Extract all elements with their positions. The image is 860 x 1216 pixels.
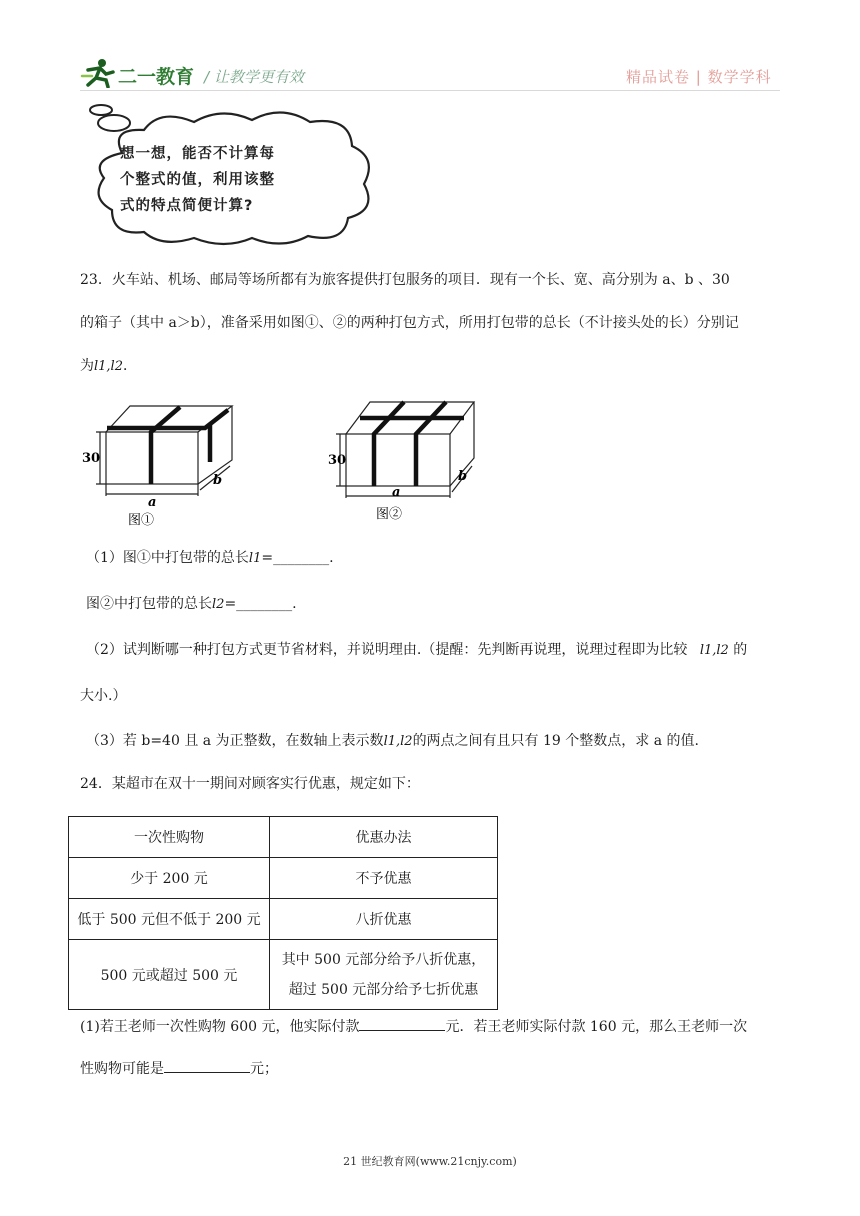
part1a-suffix: =________. (261, 550, 334, 566)
fig2-a-label: a (392, 485, 401, 500)
fig1-a-label: a (148, 495, 157, 510)
q23-line3-prefix: 为 (80, 358, 94, 374)
figure-2-box-diagram (326, 394, 486, 526)
table-cell: 少于 200 元 (69, 858, 270, 899)
part1b-prefix: 图②中打包带的总长 (86, 596, 212, 612)
q24-part1-line2 (80, 1058, 278, 1079)
part3-prefix: （3）若 b=40 且 a 为正整数，在数轴上表示数 (86, 733, 384, 749)
discount-table (68, 816, 498, 1010)
fig2-height-label: 30 (328, 453, 347, 468)
fig2-b-label: b (458, 469, 468, 484)
fig1-height-label: 30 (82, 451, 101, 466)
table-row (69, 899, 498, 940)
part1b-var: l2 (212, 597, 225, 612)
table-cell: 八折优惠 (270, 899, 498, 940)
fig1-b-label: b (213, 473, 223, 488)
table-header-cell: 一次性购物 (69, 817, 270, 858)
logo-text: 二一教育 (118, 66, 195, 88)
table-header-cell: 优惠办法 (270, 817, 498, 858)
fig2-caption: 图② (376, 507, 403, 522)
table-cell-multiline (270, 940, 498, 1010)
q24-part1-line1 (80, 1016, 747, 1037)
thought-cloud-text (120, 141, 275, 219)
table-cell-line: 超过 500 元部分给予七折优惠 (288, 981, 479, 998)
table-cell: 500 元或超过 500 元 (69, 940, 270, 1010)
answer-blank[interactable] (359, 1016, 445, 1031)
figure-1-box-diagram (80, 398, 240, 530)
q23-part2-line2: 大小.） (80, 688, 127, 704)
part1b-suffix: =________. (224, 596, 297, 612)
header-divider (80, 90, 780, 91)
cloud-line-3: 式的特点简便计算? (120, 198, 254, 214)
runner-logo-icon (80, 58, 116, 88)
slogan: / 让教学更有效 (204, 68, 304, 86)
table-cell: 不予优惠 (270, 858, 498, 899)
q24-part1-a: (1)若王老师一次性购物 600 元，他实际付款 (80, 1019, 360, 1035)
part1a-var: l1 (248, 551, 262, 566)
q24-part1-b: 元．若王老师实际付款 160 元，那么王老师一次 (445, 1019, 748, 1035)
q23-part1a (86, 548, 334, 569)
q23-line-1: 23．火车站、机场、邮局等场所都有为旅客提供打包服务的项目．现有一个长、宽、高分别为 a、b 、30 (80, 272, 730, 288)
part1a-prefix: （1）图①中打包带的总长 (86, 550, 249, 566)
header-subject-label: 精品试卷 | 数学学科 (626, 68, 772, 86)
table-row (69, 940, 498, 1010)
q23-line3-suffix: ． (123, 358, 137, 374)
header (0, 0, 860, 92)
part2-end: 的 (733, 642, 748, 658)
q23-part2-line1 (86, 640, 747, 661)
fig1-caption: 图① (128, 513, 155, 528)
table-header-row (69, 817, 498, 858)
q23-line-2: 的箱子（其中 a＞b），准备采用如图①、②的两种打包方式，所用打包带的总长（不计接头处的长）分别记 (80, 315, 739, 331)
table-cell: 低于 500 元但不低于 200 元 (69, 899, 270, 940)
part2-text: （2）试判断哪一种打包方式更节省材料，并说明理由.（提醒：先判断再说理，说理过程即为比较 (86, 642, 688, 658)
table-row (69, 858, 498, 899)
part3-suffix: 的两点之间有且只有 19 个整数点，求 a 的值. (412, 733, 699, 749)
q23-part1b (86, 594, 297, 615)
q23-part3 (86, 731, 699, 752)
q24-part2-b: 元； (250, 1061, 278, 1077)
cloud-line-1: 想一想，能否不计算每 (120, 146, 275, 162)
part2-vars: l1,l2 (699, 643, 729, 658)
q24-part2-a: 性购物可能是 (80, 1061, 164, 1077)
q23-l-vars: l1,l2 (94, 359, 123, 374)
q23-line-3 (80, 356, 137, 377)
cloud-line-2: 个整式的值，利用该整 (120, 172, 275, 188)
answer-blank[interactable] (164, 1058, 250, 1073)
q24-intro: 24．某超市在双十一期间对顾客实行优惠，规定如下： (80, 776, 420, 792)
part3-vars: l1,l2 (383, 734, 413, 749)
table-cell-line: 其中 500 元部分给予八折优惠， (281, 951, 486, 968)
footer-text: 21 世纪教育网(www.21cnjy.com) (343, 1155, 517, 1168)
